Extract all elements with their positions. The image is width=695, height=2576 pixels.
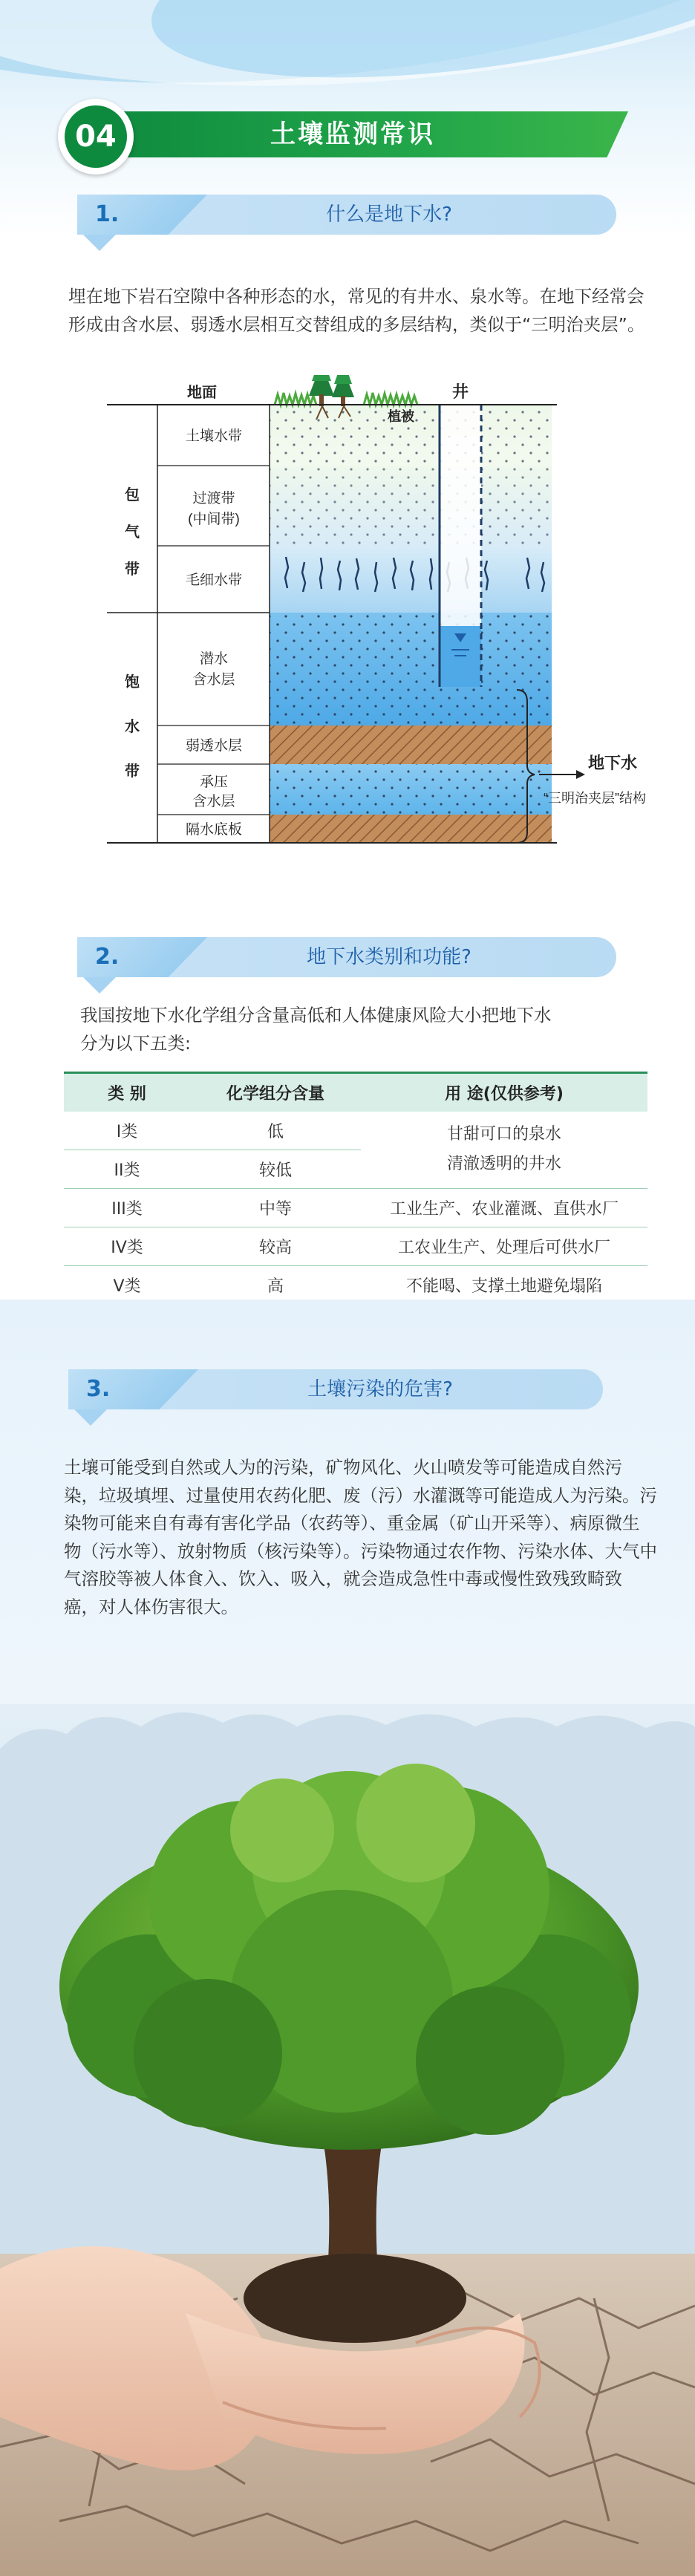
paragraph-line: 染物可能来自有毒有害化学品（农药等）、重金属（矿山开采等）、病原微生	[64, 1513, 640, 1533]
page-title: 土壤监测常识	[270, 120, 435, 149]
cell-content: 低	[190, 1112, 361, 1150]
chapter-number-badge	[58, 99, 134, 175]
section3-number: 3.	[86, 1376, 111, 1402]
label-confined: 承压	[199, 775, 229, 790]
label-phreatic: 潜水	[199, 651, 229, 667]
soil-clump	[244, 2254, 466, 2343]
section3-title: 土壤污染的危害?	[307, 1378, 453, 1401]
label-transition-sub: (中间带)	[188, 512, 240, 527]
table-row	[64, 1112, 647, 1150]
column-header-use: 用 途(仅供参考)	[361, 1073, 647, 1112]
paragraph-line: 土壤可能受到自然或人为的污染，矿物风化、火山喷发等可能造成自然污	[64, 1457, 622, 1478]
saturated-zone-char: 饱	[125, 674, 140, 691]
saturated-zone-char: 水	[125, 719, 140, 735]
aeration-zone-char: 包	[125, 487, 140, 503]
aeration-zone-char: 气	[125, 524, 140, 541]
table-row	[64, 1227, 647, 1266]
cell-use-merged	[361, 1112, 647, 1189]
section2-paragraph	[80, 1001, 659, 1057]
cell-use: 不能喝、支撑土地避免塌陷	[361, 1266, 647, 1305]
section2-title: 地下水类别和功能?	[307, 946, 472, 968]
section3-header	[68, 1369, 603, 1409]
label-soil-water: 土壤水带	[185, 428, 243, 444]
use-line: 甘甜可口的泉水	[446, 1125, 561, 1144]
label-transition: 过渡带	[192, 491, 235, 506]
label-vegetation: 植被	[388, 409, 414, 424]
section3-paragraph	[64, 1454, 673, 1621]
column-header-category: 类 别	[64, 1073, 190, 1112]
label-aquiclude: 隔水底板	[185, 822, 243, 838]
label-sandwich-structure: “三明治夹层”结构	[544, 791, 646, 806]
section1-header	[77, 195, 616, 235]
section-header-corner	[74, 1409, 107, 1426]
label-capillary: 毛细水带	[185, 573, 243, 588]
paragraph-line: 形成由含水层、弱透水层相互交替组成的多层结构，类似于“三明治夹层”。	[68, 314, 645, 335]
table-header-row	[64, 1073, 647, 1112]
paragraph-line: 癌，对人体伤害很大。	[64, 1596, 238, 1617]
paragraph-line: 埋在地下岩石空隙中各种形态的水，常见的有井水、泉水等。在地下经常会	[68, 286, 645, 307]
cell-use: 工业生产、农业灌溉、直供水厂	[361, 1189, 647, 1227]
tree-in-hands-illustration	[0, 1704, 695, 2576]
section2-header	[77, 937, 616, 977]
paragraph-line: 我国按地下水化学组分含量高低和人体健康风险大小把地下水	[80, 1005, 552, 1025]
label-confined-sub: 含水层	[192, 794, 235, 809]
aquiclude-layer	[270, 815, 552, 843]
cell-content: 较高	[190, 1227, 361, 1266]
section1-number: 1.	[95, 201, 120, 227]
cell-category: II类	[64, 1150, 190, 1189]
table-row	[64, 1266, 647, 1305]
column-header-content: 化学组分含量	[190, 1073, 361, 1112]
cell-category: V类	[64, 1266, 190, 1305]
section-header-corner	[83, 977, 116, 994]
cell-category: IV类	[64, 1227, 190, 1266]
use-line: 清澈透明的井水	[446, 1155, 561, 1174]
groundwater-diagram	[45, 375, 683, 910]
label-phreatic-sub: 含水层	[192, 672, 235, 688]
cell-content: 高	[190, 1266, 361, 1305]
label-well: 井	[451, 382, 469, 401]
groundwater-class-table	[64, 1072, 647, 1305]
chapter-number: 04	[65, 105, 127, 168]
saturated-zone-char: 带	[125, 763, 140, 780]
section-header-corner	[83, 235, 116, 251]
aquitard-layer	[270, 725, 552, 764]
section2-number: 2.	[95, 944, 120, 970]
aeration-zone-char: 带	[125, 561, 140, 578]
capillary-layer	[270, 546, 552, 613]
paragraph-line: 染，垃圾填埋、过量使用农药化肥、废（污）水灌溉等可能造成人为污染。污	[64, 1484, 657, 1506]
cell-content: 中等	[190, 1189, 361, 1227]
paragraph-line: 分为以下五类:	[80, 1033, 191, 1054]
cell-content: 较低	[190, 1150, 361, 1189]
label-aquitard: 弱透水层	[185, 738, 243, 754]
label-groundwater: 地下水	[588, 754, 638, 772]
paragraph-line: 气溶胶等被人体食入、饮入、吸入，就会造成急性中毒或慢性致残致畸致	[64, 1568, 622, 1589]
paragraph-line: 物（污水等）、放射物质（核污染等）。污染物通过农作物、污染水体、大气中	[64, 1540, 657, 1562]
section1-title: 什么是地下水?	[326, 203, 452, 226]
section1-paragraph	[68, 282, 677, 339]
cell-category: I类	[64, 1112, 190, 1150]
groundwater-arrow	[576, 770, 585, 779]
table-row	[64, 1189, 647, 1227]
header-swoosh	[140, 0, 695, 112]
cell-category: III类	[64, 1189, 190, 1227]
label-ground: 地面	[187, 385, 217, 401]
cell-use: 工农业生产、处理后可供水厂	[361, 1227, 647, 1266]
